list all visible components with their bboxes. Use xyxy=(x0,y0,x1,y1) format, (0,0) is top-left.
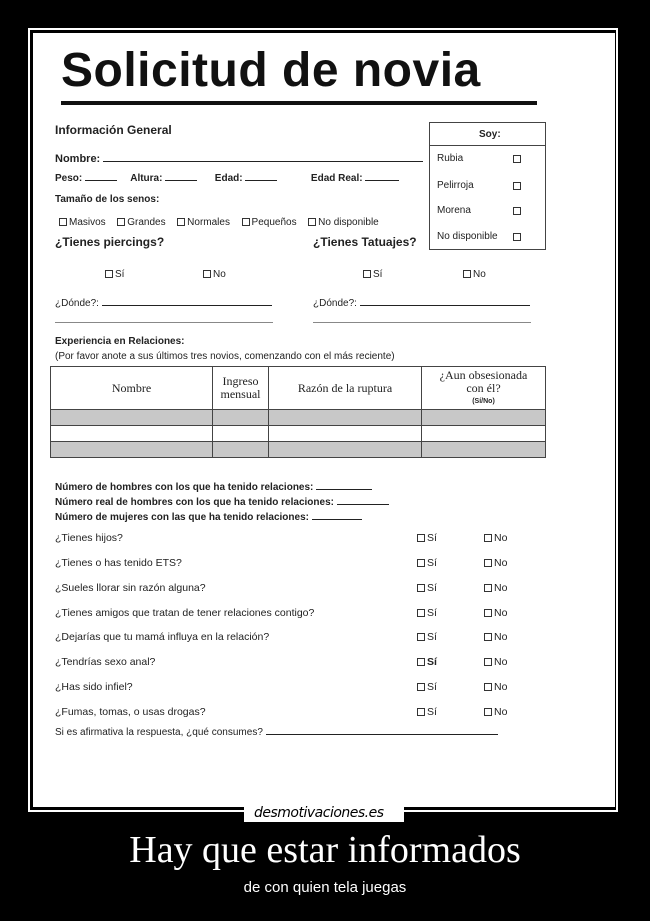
piercings-donde-field[interactable] xyxy=(102,295,272,306)
si-option[interactable]: Sí xyxy=(417,706,437,718)
consumes-field[interactable] xyxy=(266,724,498,735)
altura-field[interactable] xyxy=(165,170,197,181)
no-option[interactable]: No xyxy=(484,706,507,718)
soy-checkbox[interactable] xyxy=(513,182,521,190)
size-option[interactable]: Pequeños xyxy=(242,217,297,228)
experiencia-heading: Experiencia en Relaciones: xyxy=(55,336,185,347)
count-field[interactable] xyxy=(316,479,372,490)
tatuajes-si-option[interactable]: Sí xyxy=(363,269,382,280)
piercings-si-option[interactable]: Sí xyxy=(105,269,124,280)
yes-no-question: ¿Tienes hijos? xyxy=(55,532,123,544)
table-row[interactable] xyxy=(51,442,546,458)
yes-no-question: ¿Tendrías sexo anal? xyxy=(55,656,156,668)
general-heading: Información General xyxy=(55,123,172,137)
form-title: Solicitud de novia xyxy=(61,44,481,97)
no-option[interactable]: No xyxy=(484,681,507,693)
yes-no-question: ¿Sueles llorar sin razón alguna? xyxy=(55,582,206,594)
size-option[interactable]: Masivos xyxy=(59,217,106,228)
col-ingreso: Ingreso mensual xyxy=(213,367,269,410)
count-question: Número real de hombres con los que ha tenido relaciones: xyxy=(55,494,389,508)
piercings-donde-row xyxy=(55,295,272,309)
no-option[interactable]: No xyxy=(484,557,507,569)
donde-label: ¿Dónde?: xyxy=(55,298,99,309)
yes-no-question: ¿Dejarías que tu mamá influya en la relación? xyxy=(55,631,270,643)
soy-option[interactable]: Rubia xyxy=(437,153,464,164)
edad-label: Edad: xyxy=(214,173,243,184)
col-obsesion: ¿Aun obsesionada con él? (Sí/No) xyxy=(422,367,546,410)
poster-subcaption: de con quien tela juegas xyxy=(243,879,407,896)
size-option[interactable]: No disponible xyxy=(308,217,379,228)
soy-box xyxy=(429,122,546,250)
piercings-no-option[interactable]: No xyxy=(203,269,226,280)
table-row[interactable] xyxy=(51,426,546,442)
count-field[interactable] xyxy=(337,494,389,505)
size-options xyxy=(59,217,379,228)
no-option[interactable]: No xyxy=(484,607,507,619)
soy-option[interactable]: No disponible xyxy=(437,231,498,242)
soy-option[interactable]: Pelirroja xyxy=(437,180,474,191)
col-razon: Razón de la ruptura xyxy=(269,367,422,410)
no-option[interactable]: No xyxy=(484,656,507,668)
si-option[interactable]: Sí xyxy=(417,607,437,619)
col-nombre: Nombre xyxy=(51,367,213,410)
yes-no-question: ¿Tienes amigos que tratan de tener relaciones contigo? xyxy=(55,607,315,619)
size-option[interactable]: Grandes xyxy=(117,217,165,228)
yes-no-question: ¿Has sido infiel? xyxy=(55,681,133,693)
si-option[interactable]: Sí xyxy=(417,656,437,668)
tatuajes-question: ¿Tienes Tatuajes? xyxy=(313,235,417,249)
table-header-row xyxy=(51,367,546,410)
soy-option[interactable]: Morena xyxy=(437,205,471,216)
tamano-label: Tamaño de los senos: xyxy=(55,194,160,205)
altura-label: Altura: xyxy=(130,173,163,184)
si-option[interactable]: Sí xyxy=(417,681,437,693)
soy-checkbox[interactable] xyxy=(513,155,521,163)
nombre-label: Nombre: xyxy=(55,153,101,165)
soy-divider xyxy=(430,145,545,146)
count-question: Número de hombres con los que ha tenido relaciones: xyxy=(55,479,372,493)
tatuajes-donde-field[interactable] xyxy=(360,295,530,306)
si-option[interactable]: Sí xyxy=(417,631,437,643)
peso-field[interactable] xyxy=(85,170,117,181)
count-question: Número de mujeres con las que ha tenido relaciones: xyxy=(55,509,362,523)
nombre-row xyxy=(55,151,423,165)
relationships-table xyxy=(50,366,546,458)
donde-label: ¿Dónde?: xyxy=(313,298,357,309)
form-paper xyxy=(33,33,615,807)
peso-label: Peso: xyxy=(55,173,83,184)
count-field[interactable] xyxy=(312,509,362,520)
soy-heading: Soy: xyxy=(479,129,501,140)
yes-no-question: ¿Tienes o has tenido ETS? xyxy=(55,557,182,569)
piercings-extra-line xyxy=(55,322,273,323)
si-option[interactable]: Sí xyxy=(417,557,437,569)
size-option[interactable]: Normales xyxy=(177,217,230,228)
no-option[interactable]: No xyxy=(484,631,507,643)
tatuajes-no-option[interactable]: No xyxy=(463,269,486,280)
tatuajes-extra-line xyxy=(313,322,531,323)
peso-row xyxy=(55,170,399,184)
si-option[interactable]: Sí xyxy=(417,532,437,544)
no-option[interactable]: No xyxy=(484,532,507,544)
poster-caption: Hay que estar informados xyxy=(129,829,521,871)
edad-real-label: Edad Real: xyxy=(310,173,363,184)
soy-checkbox[interactable] xyxy=(513,233,521,241)
no-option[interactable]: No xyxy=(484,582,507,594)
yes-no-question: ¿Fumas, tomas, o usas drogas? xyxy=(55,706,206,718)
table-row[interactable] xyxy=(51,410,546,426)
piercings-question: ¿Tienes piercings? xyxy=(55,235,165,249)
edad-field[interactable] xyxy=(245,170,277,181)
experiencia-note: (Por favor anote a sus últimos tres novios, comenzando con el más reciente) xyxy=(55,351,395,362)
si-option[interactable]: Sí xyxy=(417,582,437,594)
soy-checkbox[interactable] xyxy=(513,207,521,215)
brand-logo[interactable]: desmotivaciones.es xyxy=(254,805,384,821)
tatuajes-donde-row xyxy=(313,295,530,309)
title-underline xyxy=(61,101,537,105)
nombre-field[interactable] xyxy=(103,151,423,162)
edad-real-field[interactable] xyxy=(365,170,399,181)
consumes-row xyxy=(55,724,498,738)
consumes-question: Si es afirmativa la respuesta, ¿qué consumes? xyxy=(55,727,263,738)
